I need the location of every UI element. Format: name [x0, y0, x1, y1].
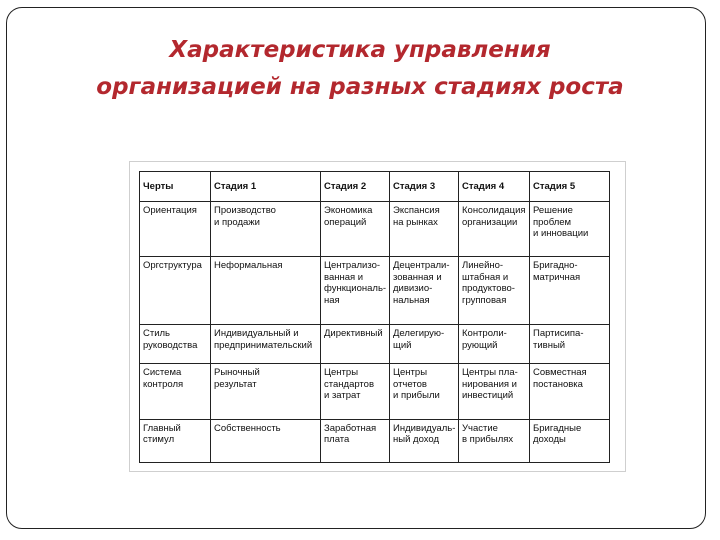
table-cell: Индивидуальный и предпринимательский — [211, 325, 321, 364]
table-cell: Ориентация — [140, 202, 211, 257]
table-row — [140, 325, 610, 364]
table-cell: Совместная постановка — [530, 364, 610, 419]
table-row — [140, 364, 610, 419]
table-cell: Решение проблем и инновации — [530, 202, 610, 257]
table-cell: Линейно- штабная и продуктово- групповая — [459, 257, 530, 325]
table-cell: Неформальная — [211, 257, 321, 325]
table-cell: Главный стимул — [140, 419, 211, 462]
table-cell: Экспансия на рынках — [390, 202, 459, 257]
table-cell: Собственность — [211, 419, 321, 462]
table-cell: Бригадно- матричная — [530, 257, 610, 325]
header-cell: Стадия 5 — [530, 172, 610, 202]
table-cell: Централизо- ванная и функциональ- ная — [321, 257, 390, 325]
table-cell: Индивидуаль- ный доход — [390, 419, 459, 462]
table-cell: Делегирую- щий — [390, 325, 459, 364]
table-image-frame — [129, 161, 626, 472]
table-cell: Децентрали- зованная и дивизио- нальная — [390, 257, 459, 325]
table-cell: Контроли- рующий — [459, 325, 530, 364]
table-cell: Центры стандартов и затрат — [321, 364, 390, 419]
table-cell: Участие в прибылях — [459, 419, 530, 462]
table-cell: Рыночный результат — [211, 364, 321, 419]
slide-title — [0, 32, 720, 106]
table-cell: Бригадные доходы — [530, 419, 610, 462]
table-cell: Система контроля — [140, 364, 211, 419]
table-row — [140, 257, 610, 325]
slide-title-line-1: Характеристика управления — [169, 37, 551, 63]
table-row — [140, 419, 610, 462]
header-cell: Черты — [140, 172, 211, 202]
header-cell: Стадия 4 — [459, 172, 530, 202]
table-cell: Экономика операций — [321, 202, 390, 257]
header-cell: Стадия 2 — [321, 172, 390, 202]
header-cell: Стадия 3 — [390, 172, 459, 202]
table-cell: Директивный — [321, 325, 390, 364]
header-cell: Стадия 1 — [211, 172, 321, 202]
table-cell: Оргструктура — [140, 257, 211, 325]
table-header-row — [140, 172, 610, 202]
table-cell: Партисипа- тивный — [530, 325, 610, 364]
table-cell: Заработная плата — [321, 419, 390, 462]
table-cell: Центры пла- нирования и инвестиций — [459, 364, 530, 419]
table-cell: Консолидация организации — [459, 202, 530, 257]
growth-stages-table — [139, 171, 610, 463]
table-cell: Центры отчетов и прибыли — [390, 364, 459, 419]
slide-title-line-2: организацией на разных стадиях роста — [96, 74, 624, 100]
table-cell: Стиль руководства — [140, 325, 211, 364]
table-cell: Производство и продажи — [211, 202, 321, 257]
table-row — [140, 202, 610, 257]
